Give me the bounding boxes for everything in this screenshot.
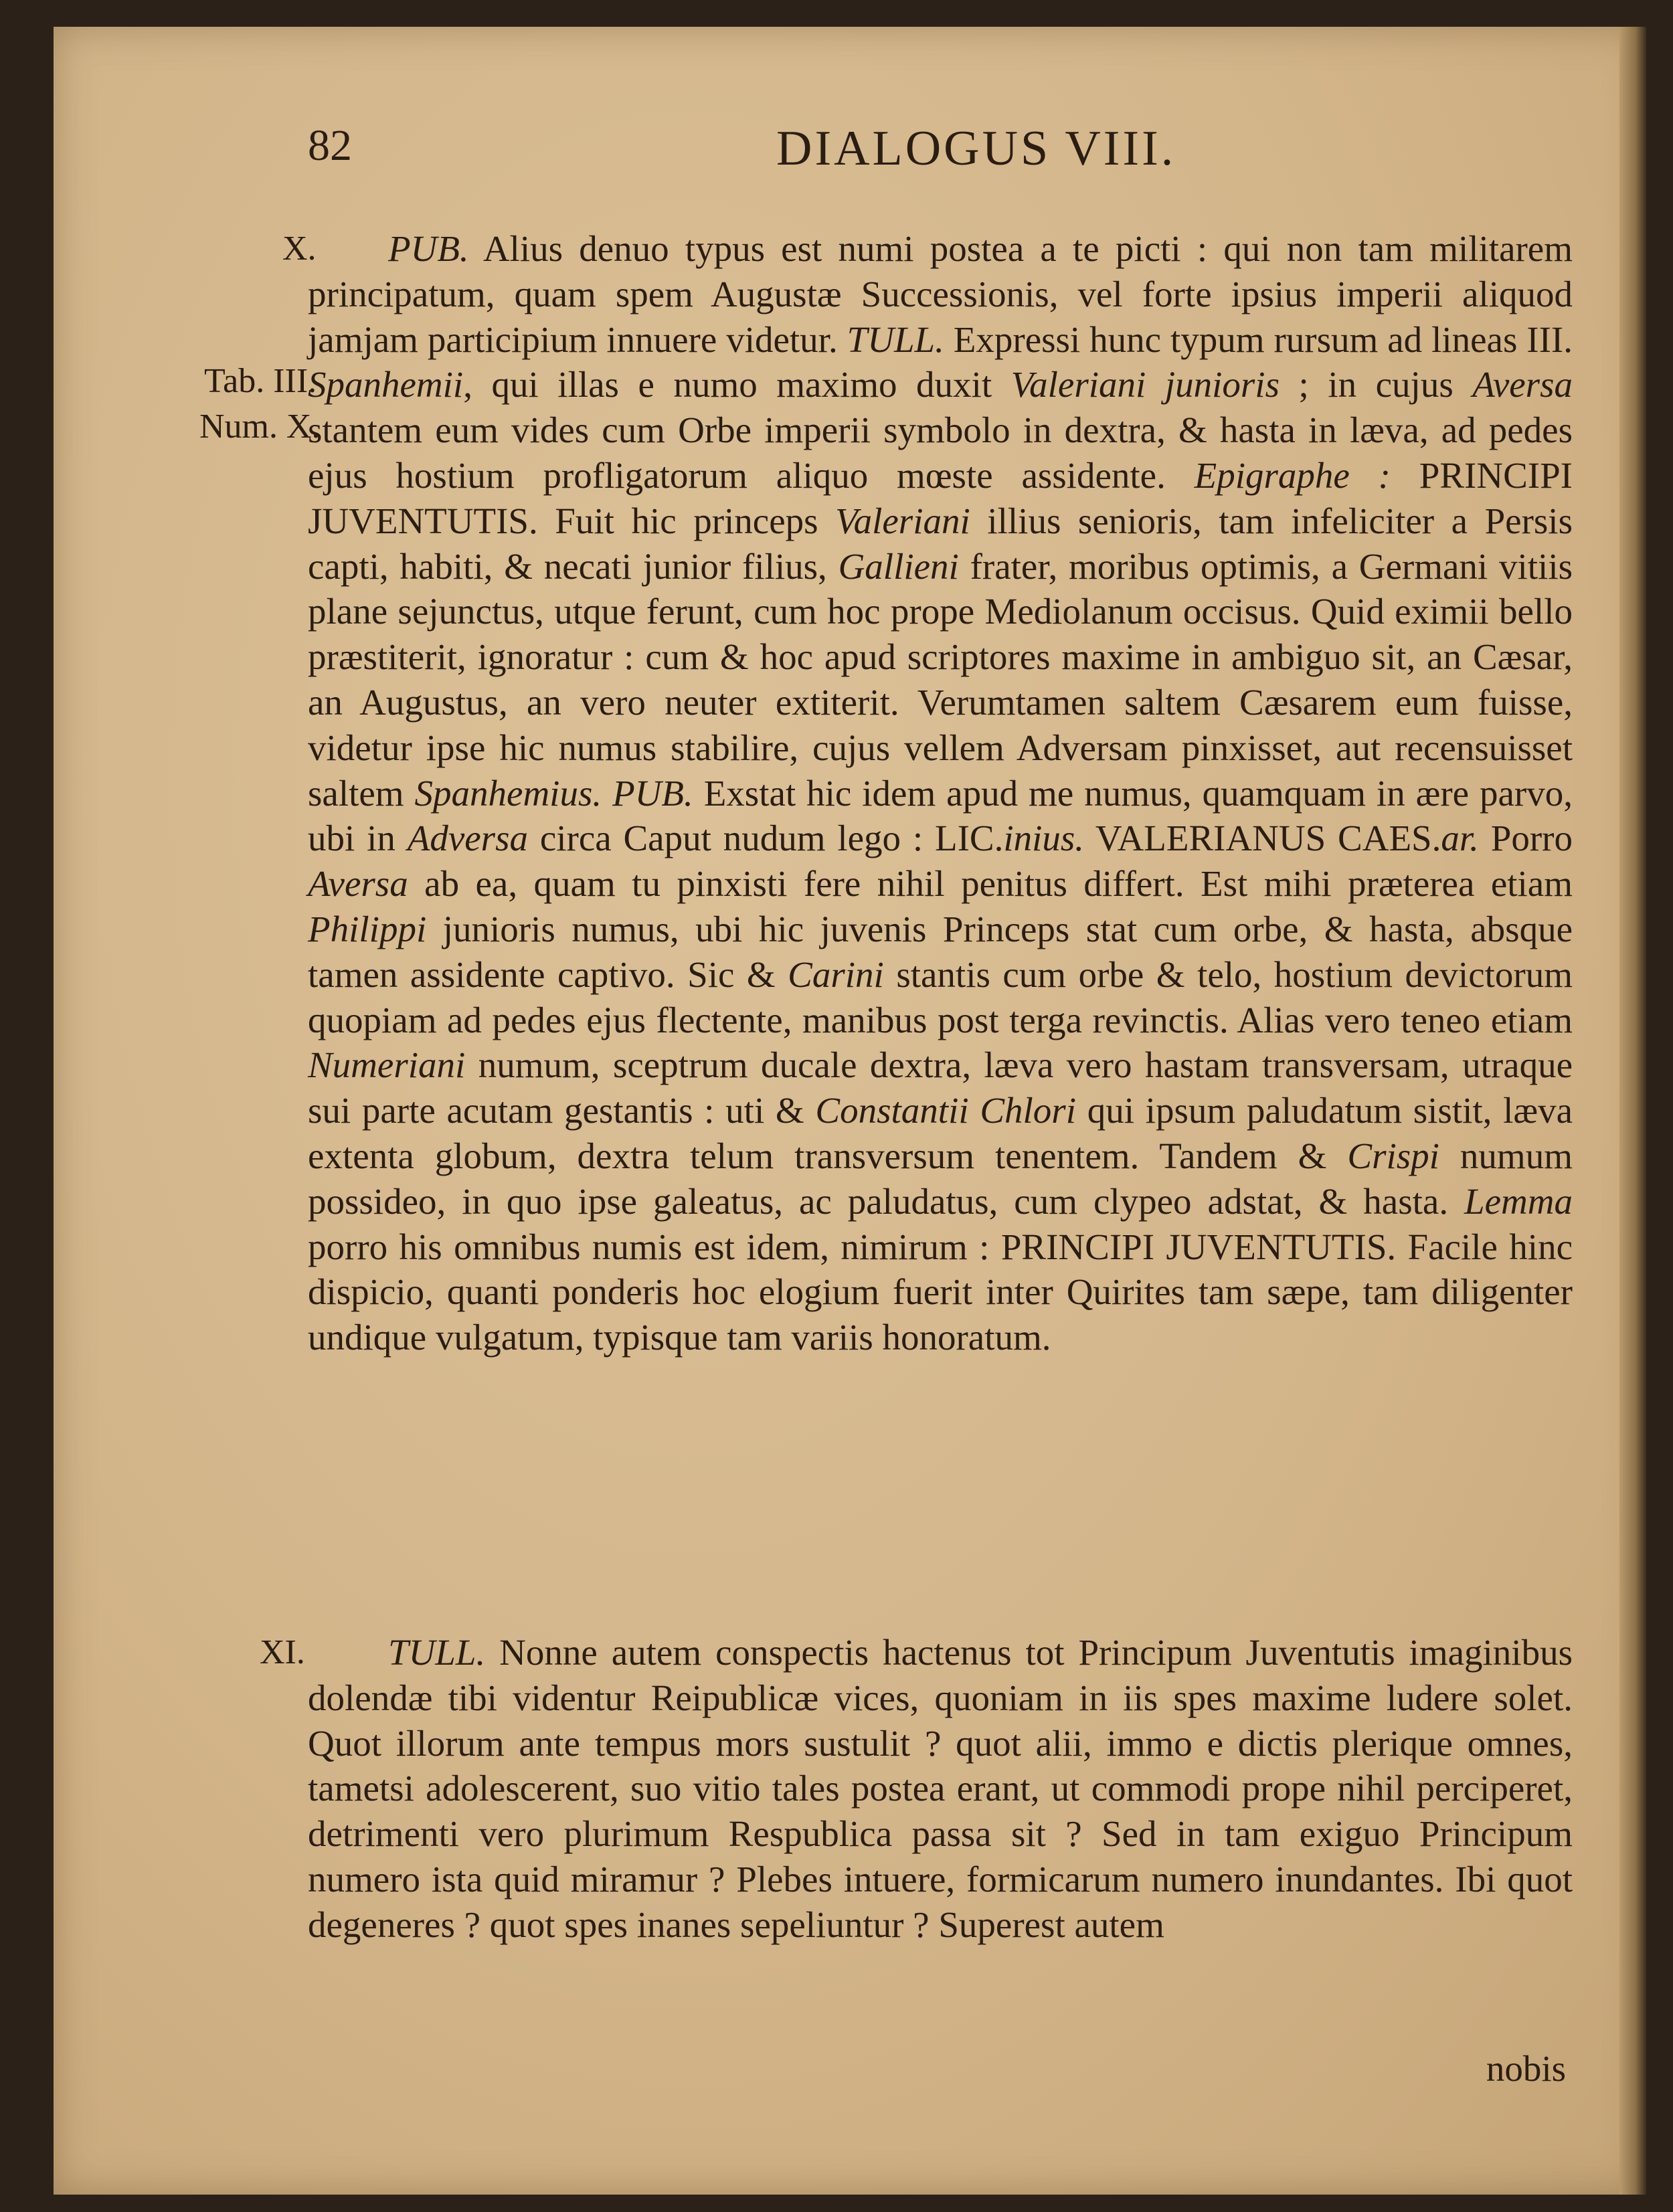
section-xi-text: TULL. Nonne autem conspectis hactenus tot Principum Juventutis imaginibus dolendæ tibi videntur Reipublicæ vices, quoniam in iis spes maxime ludere solet. Quot illorum ante tempus mors sustulit ? quot alii, immo e dictis plerique omnes, tametsi adolescerent, suo vitio tales postea erant, ut commodi prope nihil perciperet, detrimenti vero plurimum Respublica passa sit ? Sed in tam exiguo Principum numero ista quid miramur ? Plebes intuere, formicarum numero inundantes. Ibi quot degeneres ? quot spes inanes sepeliuntur ? Superest autem: [308, 1632, 1573, 1945]
running-head: DIALOGUS VIII.: [776, 121, 1176, 176]
page-edge: [1619, 27, 1646, 2195]
section-number-x: X.: [282, 229, 317, 268]
page-header: [308, 120, 1579, 201]
catchword: nobis: [1486, 2048, 1566, 2089]
section-number-xi: XI.: [260, 1633, 305, 1671]
page-number: 82: [308, 121, 352, 170]
plate-reference: Tab. III.: [204, 362, 317, 400]
figure-number: Num. X.: [199, 407, 321, 446]
section-x-text: PUB. Alius denuo typus est numi postea a te picti : qui non tam militarem principatum, quam spem Augustæ Successionis, vel forte ipsius imperii aliquod jamjam participium innuere videtur. TULL. Expressi hunc typum rursum ad lineas III. Spanhemii, qui illas e numo maximo duxit Valeriani junioris ; in cujus Aversa stantem eum vides cum Orbe imperii symbolo in dextra, & hasta in læva, ad pedes ejus hostium profligatorum aliquo mœste assidente. Epigraphe : PRINCIPI JUVENTUTIS. Fuit hic princeps Valeriani illius senioris, tam infeliciter a Persis capti, habiti, & necati junior filius, Gallieni frater, moribus optimis, a Germani vitiis plane sejunctus, utque ferunt, cum hoc prope Mediolanum occisus. Quid eximii bello præstiterit, ignoratur : cum & hoc apud scriptores maxime in ambiguo sit, an Cæsar, an Augustus, an vero neuter extiterit. Verumtamen saltem Cæsarem eum fuisse, videtur ipse hic numus stabilire, cujus vellem Adversam pinxisset, aut recensuisset saltem Spanhemius. PUB. Exstat hic idem apud me numus, quamquam in ære parvo, ubi in Adversa circa Caput nudum lego : LIC.inius. VALERIANUS CAES.ar. Porro Aversa ab ea, quam tu pinxisti fere nihil penitus differt. Est mihi præterea etiam Philippi junioris numus, ubi hic juvenis Princeps stat cum orbe, & hasta, absque tamen assidente captivo. Sic & Carini stantis cum orbe & telo, hostium devictorum quopiam ad pedes ejus flectente, manibus post terga revinctis. Alias vero teneo etiam Numeriani numum, sceptrum ducale dextra, læva vero hastam transversam, utraque sui parte acutam gestantis : uti & Constantii Chlori qui ipsum paludatum sistit, læva extenta globum, dextra telum transversum tenentem. Tandem & Crispi numum possideo, in quo ipse galeatus, ac paludatus, cum clypeo adstat, & hasta. Lemma porro his omnibus numis est idem, nimirum : PRINCIPI JUVENTUTIS. Facile hinc dispicio, quanti ponderis hoc elogium fuerit inter Quirites tam sæpe, tam diligenter undique vulgatum, typisque tam variis honoratum.: [308, 228, 1573, 1358]
